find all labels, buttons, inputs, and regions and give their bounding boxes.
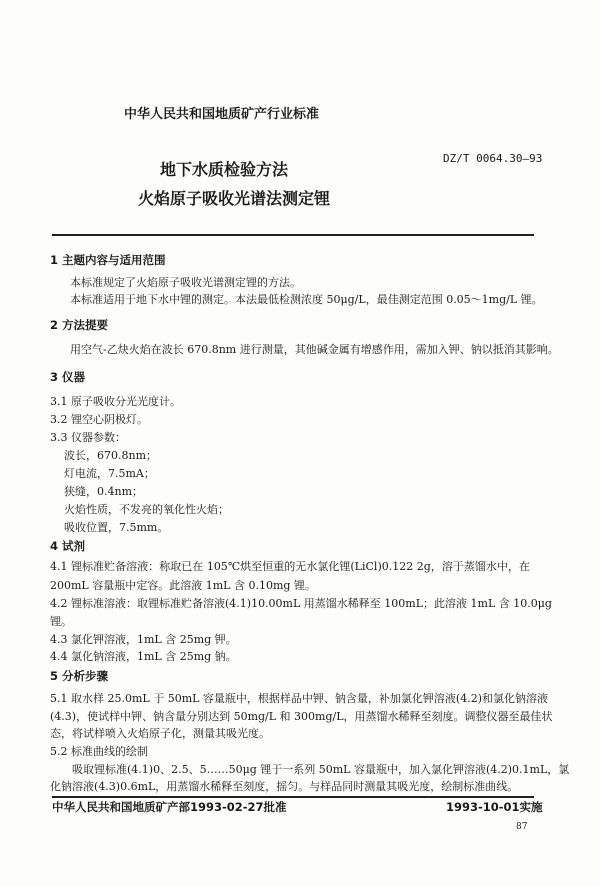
section-3-heading: 3 仪器 bbox=[50, 370, 86, 384]
param: 灯电流，7.5mA； bbox=[64, 467, 155, 480]
clause: 4.2 锂标准溶液：取锂标准贮备溶液(4.1)10.00mL 用蒸馏水稀释至 100mL；此溶液 1mL 含 10.0μg bbox=[50, 597, 552, 610]
clause: 4.3 氯化钾溶液，1mL 含 25mg 钾。 bbox=[50, 633, 237, 646]
paragraph: 用空气-乙炔火焰在波长 670.8nm 进行测量，其他碱金属有增感作用，需加入钾、钠以抵消其影响。 bbox=[70, 343, 559, 356]
param: 波长，670.8nm； bbox=[64, 449, 158, 462]
paragraph: 本标准规定了火焰原子吸收光谱测定锂的方法。 bbox=[70, 276, 301, 289]
param: 火焰性质，不发亮的氧化性火焰； bbox=[64, 503, 229, 516]
page-number: 87 bbox=[516, 822, 528, 832]
clause: (4.3)，使试样中钾、钠含量分别达到 50mg/L 和 300mg/L，用蒸馏水稀释至刻度。调整仪器至最佳状 bbox=[50, 710, 553, 723]
section-1-heading: 1 主题内容与适用范围 bbox=[50, 253, 166, 267]
paragraph: 本标准适用于地下水中锂的测定。本法最低检测浓度 50μg/L，最佳测定范围 0.05～1mg/L 锂。 bbox=[70, 293, 543, 306]
title-line-1: 地下水质检验方法 bbox=[160, 160, 289, 179]
paragraph: 吸取锂标准(4.1)0、2.5、5……50μg 锂于一系列 50mL 容量瓶中，加入氯化钾溶液(4.2)0.1mL，氯 bbox=[72, 763, 570, 776]
clause: 锂。 bbox=[50, 615, 72, 628]
clause: 4.1 锂标准贮备溶液：称取已在 105℃烘至恒重的无水氯化锂(LiCl)0.122 2g，溶于蒸馏水中，在 bbox=[50, 560, 530, 573]
bottom-rule bbox=[52, 796, 534, 798]
effective-date: 1993-10-01实施 bbox=[446, 800, 543, 814]
top-rule bbox=[52, 234, 534, 236]
clause: 3.3 仪器参数： bbox=[50, 431, 126, 444]
clause: 200mL 容量瓶中定容。此溶液 1mL 含 0.10mg 锂。 bbox=[50, 579, 316, 592]
section-5-heading: 5 分析步骤 bbox=[50, 669, 109, 683]
standard-code: DZ/T 0064.30—93 bbox=[443, 152, 543, 165]
clause: 5.2 标准曲线的绘制 bbox=[50, 745, 148, 758]
clause: 3.2 锂空心阴极灯。 bbox=[50, 413, 148, 426]
paragraph: 化钠溶液(4.3)0.6mL，用蒸馏水稀释至刻度，摇匀。与样品同时测量其吸光度，绘制标准曲线。 bbox=[50, 780, 519, 793]
clause: 5.1 取水样 25.0mL 于 50mL 容量瓶中，根据样品中钾、钠含量，补加氯化钾溶液(4.2)和氯化钠溶液 bbox=[50, 692, 549, 705]
param: 狭缝，0.4nm； bbox=[64, 485, 144, 498]
param: 吸收位置，7.5mm。 bbox=[64, 521, 169, 534]
title-line-2: 火焰原子吸收光谱法测定锂 bbox=[138, 189, 331, 208]
approval-date: 中华人民共和国地质矿产部1993-02-27批准 bbox=[52, 800, 287, 814]
clause: 4.4 氯化钠溶液，1mL 含 25mg 钠。 bbox=[50, 650, 237, 663]
clause: 3.1 原子吸收分光光度计。 bbox=[50, 395, 181, 408]
standard-category: 中华人民共和国地质矿产行业标准 bbox=[124, 107, 320, 122]
section-4-heading: 4 试剂 bbox=[50, 539, 86, 553]
clause: 态，将试样喷入火焰原子化，测量其吸光度。 bbox=[50, 727, 270, 740]
section-2-heading: 2 方法提要 bbox=[50, 318, 109, 332]
